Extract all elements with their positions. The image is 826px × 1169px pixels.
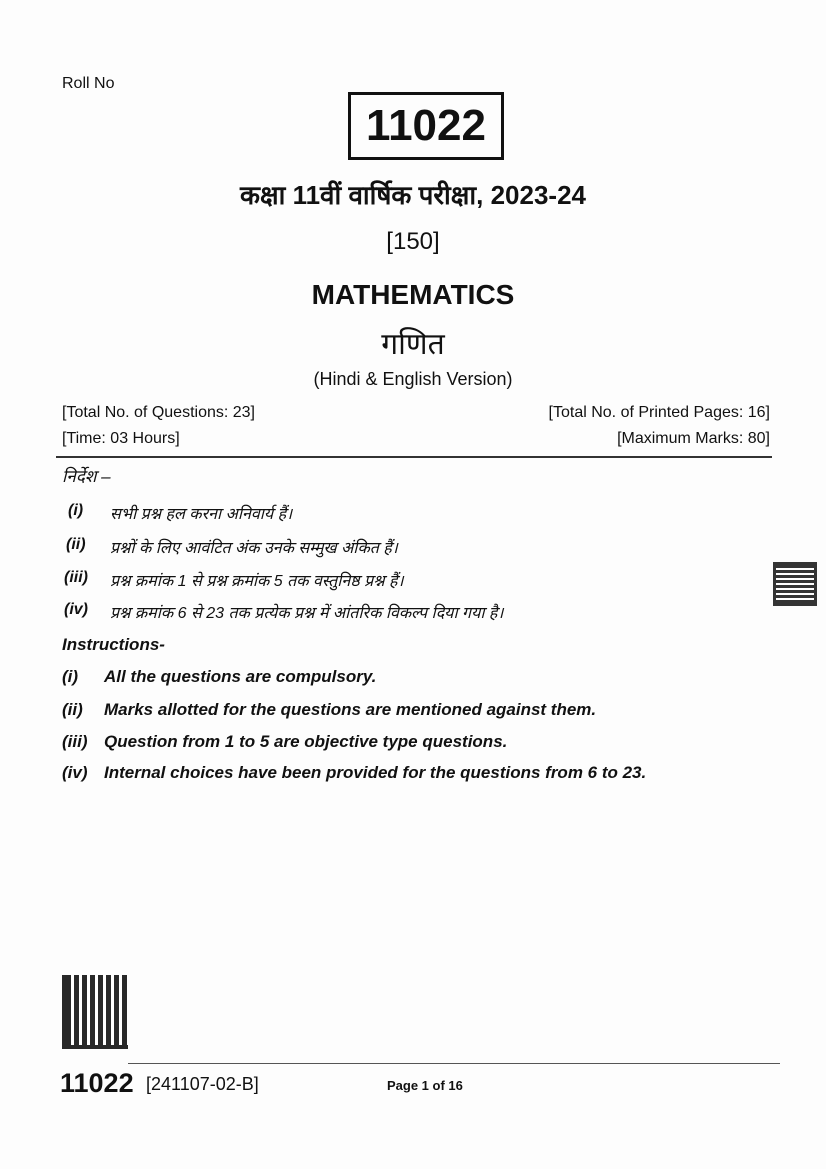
roll-no-label: Roll No [62,75,115,92]
english-item-text: Internal choices have been provided for the questions from 6 to 23. [104,763,647,782]
english-item-text: All the questions are compulsory. [104,667,377,686]
hindi-item-text: प्रश्न क्रमांक 1 से प्रश्न क्रमांक 5 तक वस्तुनिष्ठ प्रश्न हैं। [110,573,404,590]
hindi-item-num: (ii) [66,536,86,553]
hindi-item-num: (iv) [64,601,88,618]
printed-pages: [Total No. of Printed Pages: 16] [548,404,770,421]
subject-english: MATHEMATICS [311,279,515,310]
english-item-num: (iv) [62,763,88,782]
english-item-text: Question from 1 to 5 are objective type questions. [104,732,508,751]
datamatrix-barcode-icon [62,975,128,1049]
english-instructions-heading: Instructions- [62,635,165,654]
max-marks: [Maximum Marks: 80] [617,430,770,447]
page-number: Page 1 of 16 [387,1078,463,1093]
total-questions: [Total No. of Questions: 23] [62,404,255,421]
footer-divider [128,1063,780,1064]
hindi-item-text: सभी प्रश्न हल करना अनिवार्य हैं। [110,506,293,523]
english-item-text: Marks allotted for the questions are mentioned against them. [104,700,597,719]
hindi-item-num: (iii) [64,569,88,586]
hindi-item-text: प्रश्न क्रमांक 6 से 23 तक प्रत्येक प्रश्न में आंतरिक विकल्प दिया गया है। [110,605,504,622]
footer-paper-code: 11022 [60,1068,134,1098]
english-item-num: (iii) [62,732,88,751]
divider [56,456,772,458]
subject-code: [150] [386,228,440,255]
version-note: (Hindi & English Version) [313,369,513,389]
hindi-item-text: प्रश्नों के लिए आवंटित अंक उनके सम्मुख अंकित हैं। [110,540,398,557]
hindi-instructions-heading: निर्देश – [62,467,111,486]
footer-batch-code: [241107-02-B] [146,1074,259,1094]
time: [Time: 03 Hours] [62,430,180,447]
qr-code-icon [776,565,814,603]
subject-hindi: गणित [381,328,445,361]
english-item-num: (ii) [62,700,83,719]
hindi-item-num: (i) [68,502,84,519]
paper-code-box: 11022 [348,92,504,160]
english-item-num: (i) [62,667,79,686]
exam-title: कक्षा 11वीं वार्षिक परीक्षा, 2023-24 [240,180,586,210]
